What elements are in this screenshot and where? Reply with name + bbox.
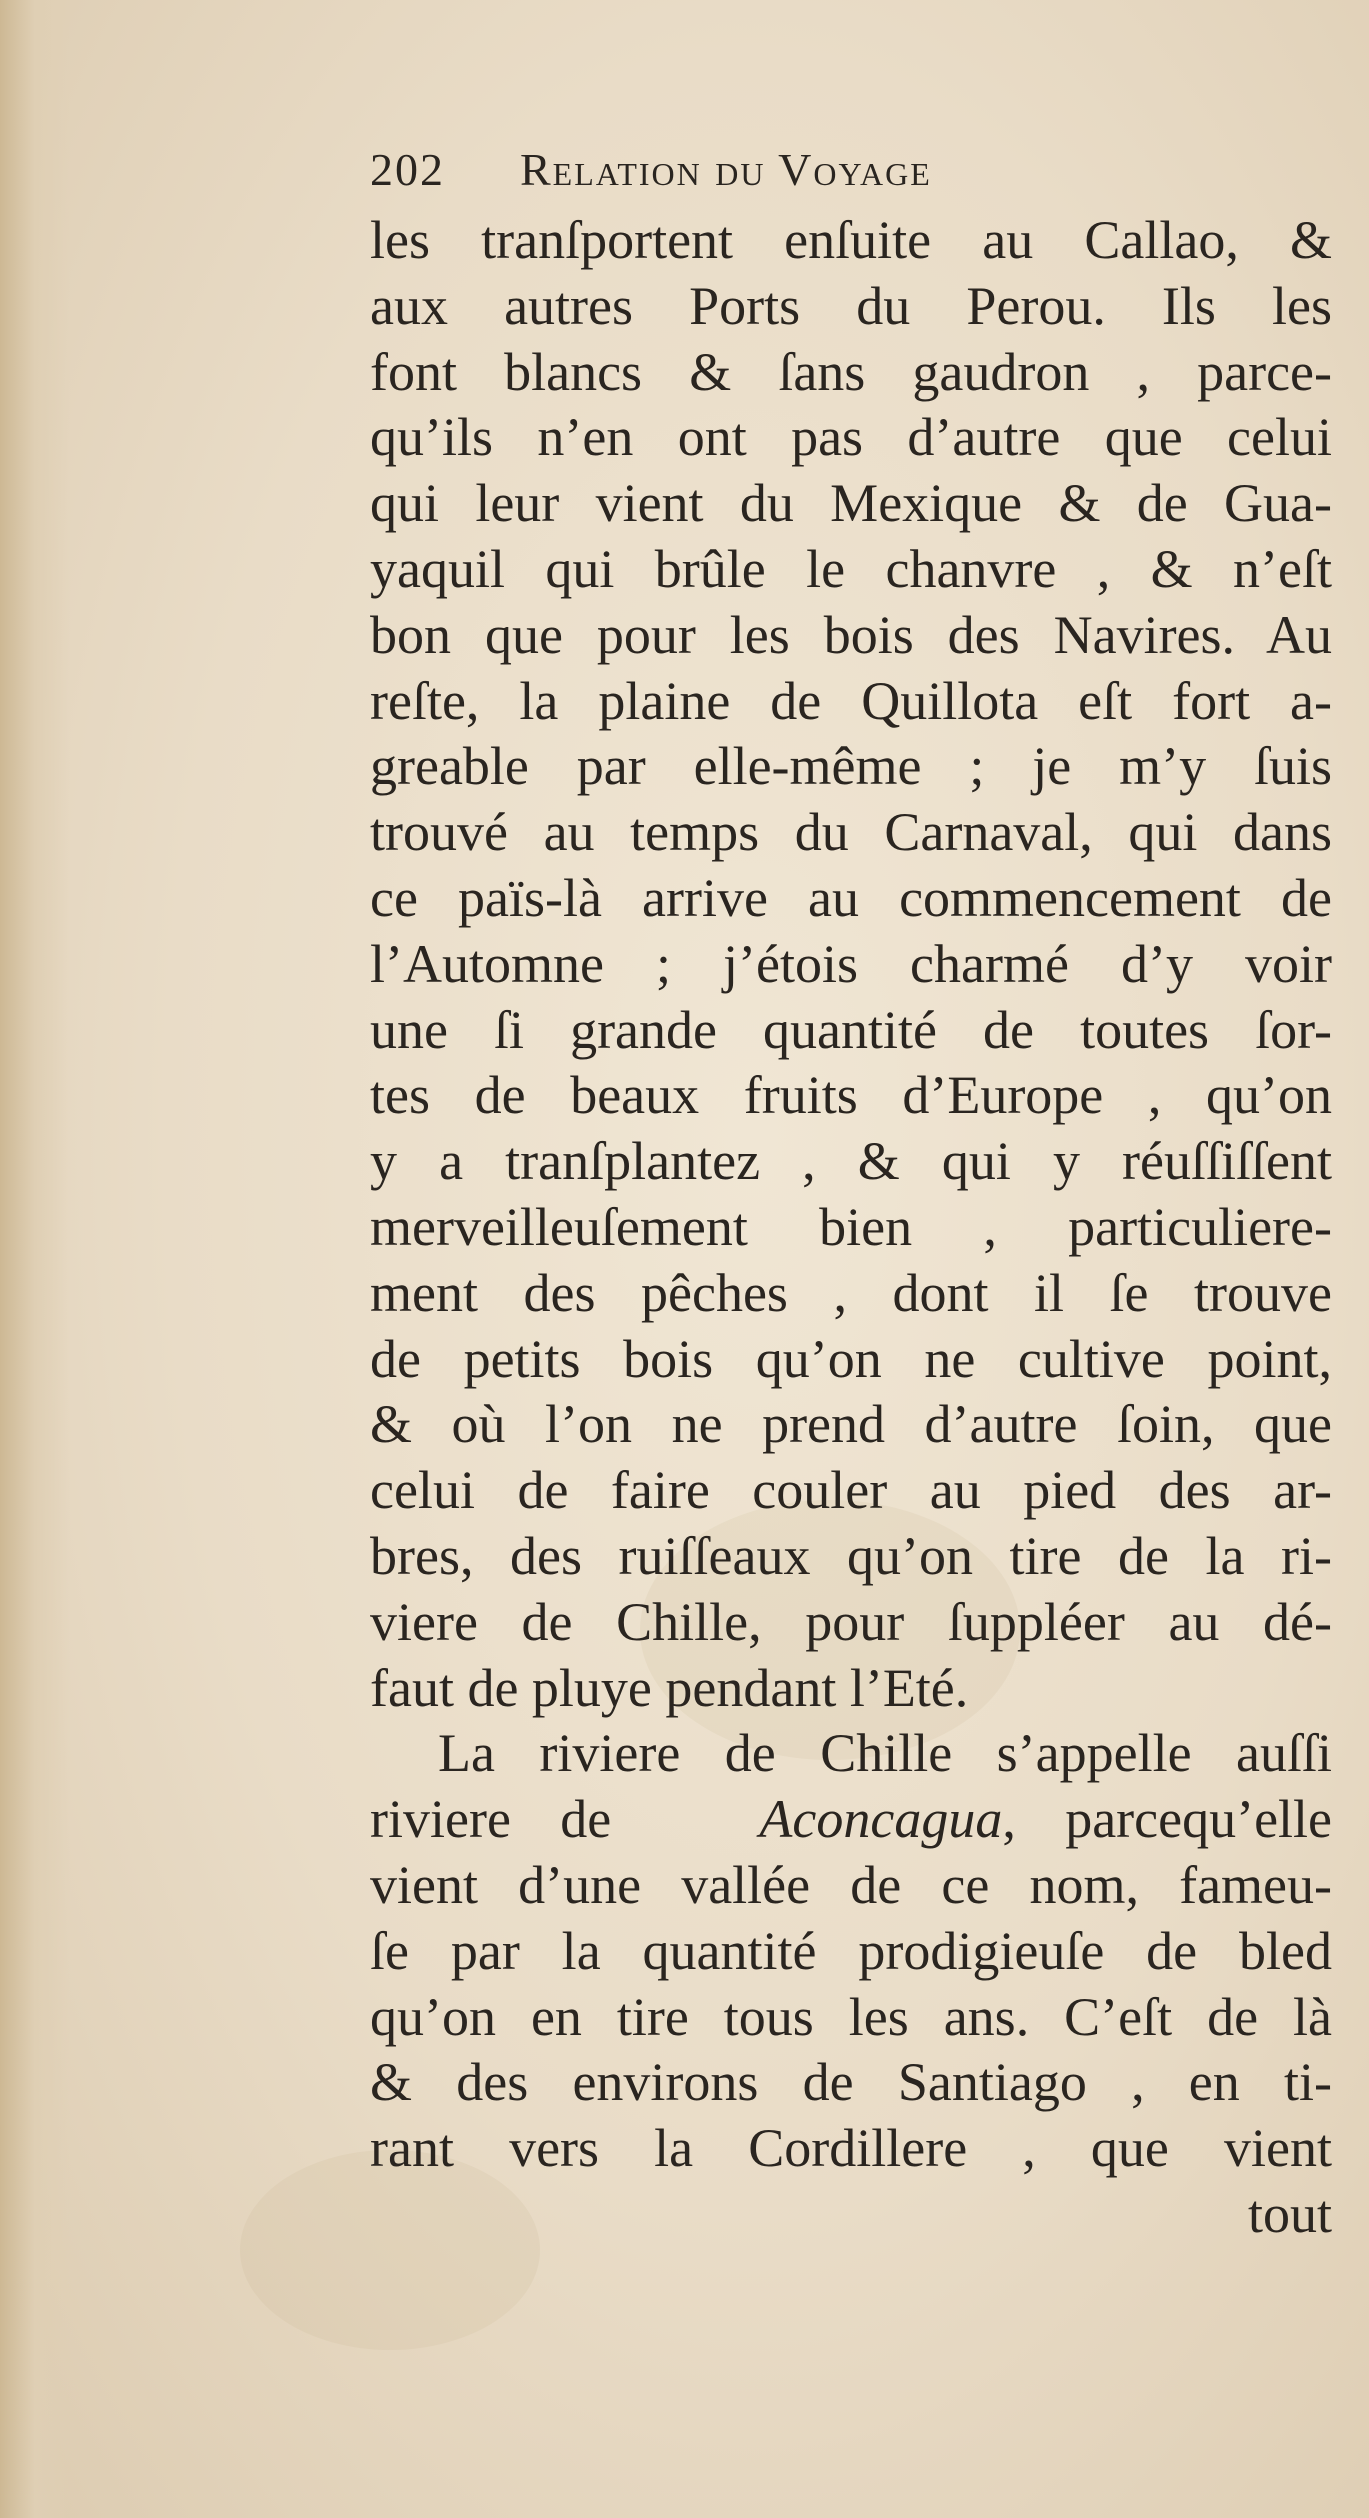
text-line: vient d’une vallée de ce nom, fameu- (370, 1854, 1332, 1915)
running-head (370, 132, 1332, 208)
text-line: qu’on en tire tous les ans. C’eſt de là (370, 1986, 1332, 2047)
text-line: reſte, la plaine de Quillota eſt fort a- (370, 670, 1332, 731)
text-line: tes de beaux fruits d’Europe , qu’on (370, 1065, 1332, 1126)
text-line: ce païs-là arrive au commencement de (370, 867, 1332, 928)
text-line: l’Automne ; j’étois charmé d’y voir (370, 933, 1332, 994)
text-line: bon que pour les bois des Navires. Au (370, 604, 1332, 665)
text-line: y a tranſplantez , & qui y réuſſiſſent (370, 1131, 1332, 1192)
text-line: viere de Chille, pour ſuppléer au dé- (370, 1591, 1332, 1652)
text-line: merveilleuſement bien , particuliere- (370, 1196, 1332, 1257)
book-page-text (370, 132, 1332, 2248)
binding-gutter (0, 0, 70, 2518)
text-line: ment des pêches , dont il ſe trouve (370, 1262, 1332, 1323)
text-segment: , parcequ’elle (1002, 1789, 1333, 1850)
text-line: trouvé au temps du Carnaval, qui dans (370, 802, 1332, 863)
running-title: Relation du Voyage (520, 144, 932, 195)
paragraph-first-line: La riviere de Chille s’appelle auſſi (438, 1723, 1332, 1784)
text-line: font blancs & ſans gaudron , parce- (370, 341, 1332, 402)
text-line: greable par elle-même ; je m’y ſuis (370, 736, 1332, 797)
text-line: ſe par la quantité prodigieuſe de bled (370, 1920, 1332, 1981)
text-line: faut de pluye pendant l’Eté. (370, 1657, 969, 1718)
text-line: une ſi grande quantité de toutes ſor- (370, 999, 1332, 1060)
text-line: celui de faire couler au pied des ar- (370, 1460, 1332, 1521)
text-line: rant vers la Cordillere , que vient (370, 2118, 1332, 2179)
text-line: qui leur vient du Mexique & de Gua- (370, 473, 1332, 534)
text-line: aux autres Ports du Perou. Ils les (370, 275, 1332, 336)
text-line: & où l’on ne prend d’autre ſoin, que (370, 1394, 1332, 1455)
italic-term: Aconcagua (759, 1789, 1003, 1850)
text-line: qu’ils n’en ont pas d’autre que celui (370, 407, 1332, 468)
catchword: tout (1247, 2183, 1332, 2244)
page-number: 202 (370, 144, 445, 195)
text-line: de petits bois qu’on ne cultive point, (370, 1328, 1332, 1389)
text-line (370, 1787, 1332, 1853)
text-line: yaquil qui brûle le chanvre , & n’eſt (370, 538, 1332, 599)
text-line: les tranſportent enſuite au Callao, & (370, 210, 1332, 270)
text-line: bres, des ruiſſeaux qu’on tire de la ri- (370, 1525, 1332, 1586)
text-line: & des environs de Santiago , en ti- (370, 2052, 1332, 2113)
text-segment: riviere de (370, 1789, 612, 1850)
